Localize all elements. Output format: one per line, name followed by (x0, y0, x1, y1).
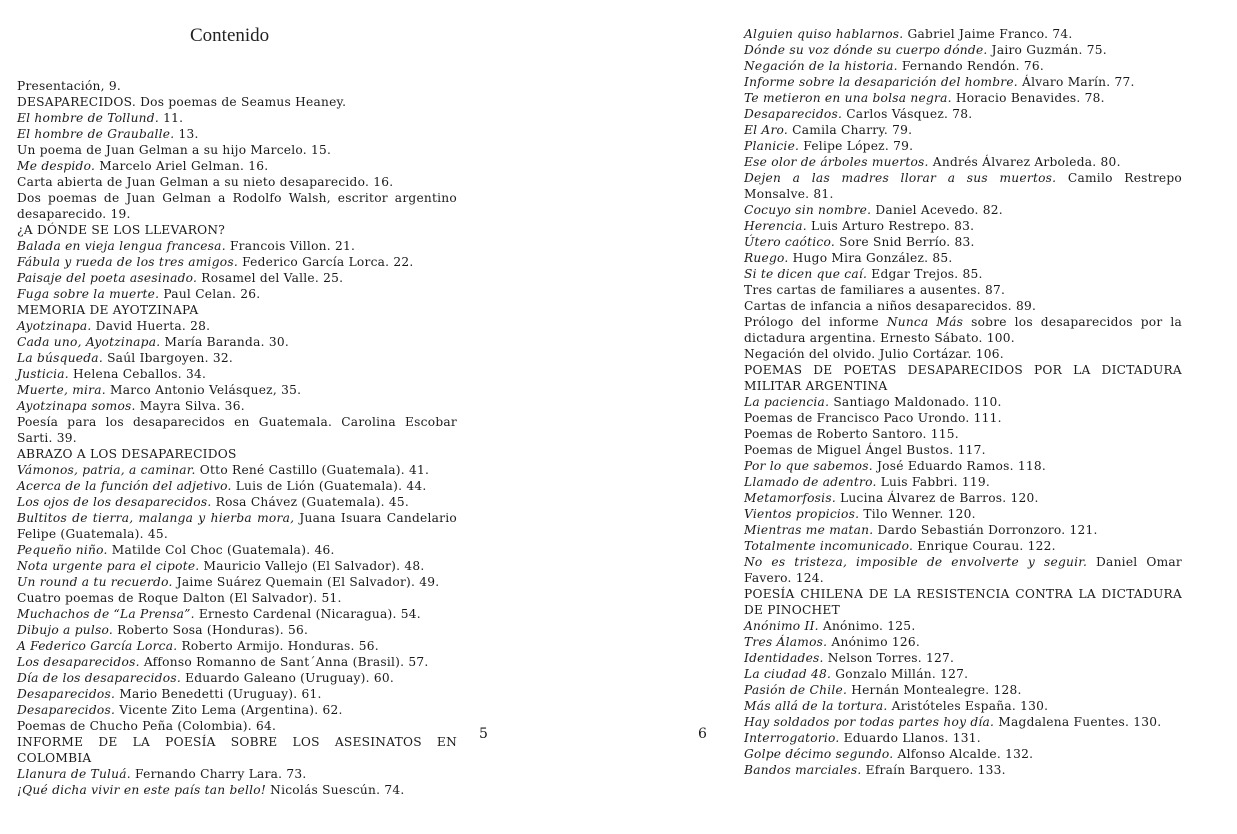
entry-text: 13. (174, 127, 199, 141)
toc-entry (17, 254, 457, 270)
entry-text: Enrique Courau. 122. (913, 539, 1056, 553)
toc-entry (17, 654, 457, 670)
entry-work-title: Identidades. (744, 651, 824, 665)
entry-text: Otto René Castillo (Guatemala). 41. (195, 463, 430, 477)
entry-work-title: Bandos marciales. (744, 763, 862, 777)
entry-work-title: Mientras me matan. (744, 523, 874, 537)
entry-text: Daniel Acevedo. 82. (871, 203, 1003, 217)
toc-entry (744, 26, 1182, 42)
toc-entry (744, 58, 1182, 74)
entry-text: Juana Isuara Candelario Felipe (Guatemala). 45. (17, 511, 457, 541)
entry-work-title: Ruego. (744, 251, 789, 265)
entry-work-title: Útero caótico. (744, 235, 835, 249)
entry-work-title: Nota urgente para el cipote. (17, 559, 200, 573)
entry-work-title: Más allá de la tortura. (744, 699, 888, 713)
entry-work-title: Ayotzinapa. (17, 319, 92, 333)
page-number: 6 (698, 726, 707, 742)
entry-work-title: Interrogatorio. (744, 731, 840, 745)
toc-entry (17, 142, 457, 158)
entry-work-title: El Aro. (744, 123, 789, 137)
entry-text: Ernesto Cardenal (Nicaragua). 54. (194, 607, 421, 621)
toc-entry (17, 622, 457, 638)
toc-entry (744, 138, 1182, 154)
entry-text: Negación del olvido. Julio Cortázar. 106. (744, 347, 1004, 361)
entry-work-title: ¡Qué dicha vivir en este país tan bello! (17, 783, 267, 797)
entry-text: Cartas de infancia a niños desaparecidos. 89. (744, 299, 1037, 313)
entry-work-title: Herencia. (744, 219, 807, 233)
toc-entry (744, 474, 1182, 490)
entry-text: Alfonso Alcalde. 132. (893, 747, 1034, 761)
entry-work-title: Un round a tu recuerdo. (17, 575, 173, 589)
entry-work-title: A Federico García Lorca. (17, 639, 178, 653)
toc-entry (744, 218, 1182, 234)
entry-work-title: Desaparecidos. (17, 687, 116, 701)
entry-text: Anónimo. 125. (818, 619, 916, 633)
entry-work-title: Totalmente incomunicado. (744, 539, 914, 553)
entry-text: Luis de Lión (Guatemala). 44. (231, 479, 427, 493)
toc-entry (744, 730, 1182, 746)
entry-text: Lucina Álvarez de Barros. 120. (835, 491, 1039, 505)
toc-entry (17, 494, 457, 510)
entry-work-title: Los desaparecidos. (17, 655, 140, 669)
entry-text: Tres cartas de familiares a ausentes. 87. (744, 283, 1006, 297)
page-title: Contenido (190, 25, 270, 46)
toc-entry (744, 522, 1182, 538)
left-page (0, 0, 618, 834)
toc-entry (17, 190, 457, 222)
toc-entry (744, 618, 1182, 634)
toc-entry (744, 554, 1182, 586)
entry-text: Fernando Charry Lara. 73. (130, 767, 307, 781)
entry-text: Efraín Barquero. 133. (861, 763, 1006, 777)
toc-entry (17, 446, 457, 462)
entry-text: Marcelo Ariel Gelman. 16. (95, 159, 269, 173)
entry-text: Francois Villon. 21. (225, 239, 356, 253)
toc-entry (744, 426, 1182, 442)
toc-entry (744, 314, 1182, 346)
entry-text: Carta abierta de Juan Gelman a su nieto desaparecido. 16. (17, 175, 394, 189)
entry-text: Poemas de Miguel Ángel Bustos. 117. (744, 443, 986, 457)
entry-work-title: Día de los desaparecidos. (17, 671, 181, 685)
entry-work-title: Paisaje del poeta asesinado. (17, 271, 198, 285)
entry-text: Poemas de Chucho Peña (Colombia). 64. (17, 719, 277, 733)
entry-text: Matilde Col Choc (Guatemala). 46. (107, 543, 335, 557)
page-number: 5 (479, 726, 488, 742)
toc-entry (17, 542, 457, 558)
toc-entry (17, 398, 457, 414)
toc-entry (744, 266, 1182, 282)
entry-text: Carlos Vásquez. 78. (842, 107, 973, 121)
entry-work-title: La ciudad 48. (744, 667, 832, 681)
entry-text: Felipe López. 79. (799, 139, 914, 153)
entry-text: Mayra Silva. 36. (135, 399, 245, 413)
toc-entry (744, 490, 1182, 506)
toc-entry (744, 762, 1182, 778)
entry-text: INFORME DE LA POESÍA SOBRE LOS ASESINATOS EN COLOMBIA (17, 735, 457, 765)
toc-entry (744, 714, 1182, 730)
entry-text: Poesía para los desaparecidos en Guatemala. Carolina Escobar Sarti. 39. (17, 415, 457, 445)
entry-text: Poemas de Roberto Santoro. 115. (744, 427, 959, 441)
entry-text: Tilo Wenner. 120. (859, 507, 976, 521)
toc-entry (17, 94, 457, 110)
toc-entry (744, 170, 1182, 202)
entry-text: 11. (158, 111, 184, 125)
entry-text: Vicente Zito Lema (Argentina). 62. (115, 703, 343, 717)
toc-entry (744, 538, 1182, 554)
entry-work-title: Tres Álamos. (744, 635, 828, 649)
toc-entry (17, 638, 457, 654)
toc-entry (744, 346, 1182, 362)
entry-text: Magdalena Fuentes. 130. (994, 715, 1162, 729)
entry-text: Edgar Trejos. 85. (867, 267, 983, 281)
toc-entry (17, 382, 457, 398)
entry-text: Fernando Rendón. 76. (897, 59, 1045, 73)
toc-entry (17, 158, 457, 174)
entry-work-title: Nunca Más (886, 315, 964, 329)
entry-text: Hernán Montealegre. 128. (847, 683, 1022, 697)
entry-text: Roberto Sosa (Honduras). 56. (113, 623, 309, 637)
entry-work-title: Los ojos de los desaparecidos. (17, 495, 212, 509)
entry-text: Nelson Torres. 127. (823, 651, 955, 665)
entry-text: Un poema de Juan Gelman a su hijo Marcelo. 15. (17, 143, 332, 157)
entry-text: Camila Charry. 79. (788, 123, 913, 137)
entry-work-title: Hay soldados por todas partes hoy día. (744, 715, 995, 729)
entry-work-title: Por lo que sabemos. (744, 459, 873, 473)
entry-text: Affonso Romanno de Sant´Anna (Brasil). 57. (139, 655, 429, 669)
toc-entry (17, 286, 457, 302)
entry-work-title: Justicia. (17, 367, 69, 381)
right-page (618, 0, 1237, 834)
toc-entry (17, 366, 457, 382)
toc-entry (744, 682, 1182, 698)
entry-work-title: Desaparecidos. (17, 703, 116, 717)
entry-work-title: La paciencia. (744, 395, 830, 409)
entry-work-title: Informe sobre la desaparición del hombre. (744, 75, 1018, 89)
entry-work-title: Dibujo a pulso. (17, 623, 114, 637)
toc-entry (17, 686, 457, 702)
toc-entry (744, 106, 1182, 122)
entry-text: Aristóteles España. 130. (887, 699, 1049, 713)
entry-work-title: Vientos propicios. (744, 507, 860, 521)
toc-entry (17, 766, 457, 782)
entry-work-title: Muerte, mira. (17, 383, 106, 397)
entry-work-title: Pasión de Chile. (744, 683, 848, 697)
toc-list (17, 78, 457, 798)
entry-text: Luis Fabbri. 119. (876, 475, 991, 489)
toc-entry (744, 90, 1182, 106)
toc-entry (744, 650, 1182, 666)
toc-entry (17, 718, 457, 734)
entry-work-title: Dónde su voz dónde su cuerpo dónde. (744, 43, 988, 57)
entry-text: ABRAZO A LOS DESAPARECIDOS (17, 447, 237, 461)
entry-text: Paul Celan. 26. (159, 287, 261, 301)
entry-text: Eduardo Llanos. 131. (839, 731, 981, 745)
entry-text: Mauricio Vallejo (El Salvador). 48. (199, 559, 425, 573)
entry-work-title: El hombre de Grauballe. (17, 127, 175, 141)
toc-entry (17, 126, 457, 142)
entry-text: Gabriel Jaime Franco. 74. (903, 27, 1073, 41)
entry-work-title: Alguien quiso hablarnos. (744, 27, 904, 41)
entry-text: MEMORIA DE AYOTZINAPA (17, 303, 199, 317)
toc-entry (17, 782, 457, 798)
toc-entry (17, 670, 457, 686)
entry-work-title: Metamorfosis. (744, 491, 836, 505)
entry-text: DESAPARECIDOS. Dos poemas de Seamus Heaney. (17, 95, 347, 109)
entry-text: POEMAS DE POETAS DESAPARECIDOS POR LA DICTADURA MILITAR ARGENTINA (744, 363, 1182, 393)
toc-entry (17, 174, 457, 190)
entry-text: David Huerta. 28. (91, 319, 211, 333)
entry-work-title: Acerca de la función del adjetivo. (17, 479, 232, 493)
entry-work-title: Anónimo II. (744, 619, 819, 633)
entry-text: Rosa Chávez (Guatemala). 45. (211, 495, 409, 509)
toc-entry (17, 350, 457, 366)
entry-work-title: Desaparecidos. (744, 107, 843, 121)
entry-work-title: Dejen a las madres llorar a sus muertos. (744, 171, 1057, 185)
entry-work-title: La búsqueda. (17, 351, 103, 365)
toc-entry (744, 506, 1182, 522)
entry-work-title: Ayotzinapa somos. (17, 399, 136, 413)
entry-text: Helena Ceballos. 34. (68, 367, 207, 381)
toc-entry (744, 362, 1182, 394)
entry-work-title: Fábula y rueda de los tres amigos. (17, 255, 238, 269)
entry-text: Mario Benedetti (Uruguay). 61. (115, 687, 322, 701)
entry-work-title: Pequeño niño. (17, 543, 108, 557)
entry-work-title: Cocuyo sin nombre. (744, 203, 872, 217)
toc-entry (17, 510, 457, 542)
entry-text: Sore Snid Berrío. 83. (834, 235, 975, 249)
entry-text: Roberto Armijo. Honduras. 56. (177, 639, 379, 653)
entry-text: María Baranda. 30. (160, 335, 289, 349)
entry-work-title: No es tristeza, imposible de envolverte y seguir. (744, 555, 1088, 569)
entry-work-title: Negación de la historia. (744, 59, 898, 73)
toc-entry (744, 458, 1182, 474)
toc-entry (17, 222, 457, 238)
entry-work-title: Ese olor de árboles muertos. (744, 155, 929, 169)
toc-entry (744, 298, 1182, 314)
entry-text: Jaime Suárez Quemain (El Salvador). 49. (172, 575, 440, 589)
toc-entry (744, 634, 1182, 650)
toc-entry (17, 318, 457, 334)
entry-text: Camilo Restrepo Monsalve. 81. (744, 171, 1182, 201)
entry-text: Anónimo 126. (827, 635, 921, 649)
toc-entry (17, 574, 457, 590)
entry-text: Jairo Guzmán. 75. (987, 43, 1107, 57)
entry-text: Luis Arturo Restrepo. 83. (806, 219, 975, 233)
toc-entry (17, 734, 457, 766)
entry-work-title: El hombre de Tollund. (17, 111, 159, 125)
entry-work-title: Te metieron en una bolsa negra. (744, 91, 952, 105)
entry-work-title: Fuga sobre la muerte. (17, 287, 160, 301)
entry-work-title: Golpe décimo segundo. (744, 747, 894, 761)
entry-text: Álvaro Marín. 77. (1017, 75, 1135, 89)
entry-text: Rosamel del Valle. 25. (197, 271, 344, 285)
toc-entry (744, 394, 1182, 410)
entry-text: Poemas de Francisco Paco Urondo. 111. (744, 411, 1002, 425)
toc-entry (17, 590, 457, 606)
entry-text: Dos poemas de Juan Gelman a Rodolfo Walsh, escritor argentino desaparecido. 19. (17, 191, 457, 221)
toc-entry (17, 78, 457, 94)
entry-text: Santiago Maldonado. 110. (829, 395, 1002, 409)
entry-text: Prólogo del informe (744, 315, 887, 329)
toc-entry (744, 698, 1182, 714)
toc-entry (17, 606, 457, 622)
toc-entry (744, 746, 1182, 762)
entry-work-title: Llamado de adentro. (744, 475, 877, 489)
toc-entry (744, 442, 1182, 458)
entry-work-title: Planicie. (744, 139, 800, 153)
toc-list (744, 26, 1182, 778)
entry-text: Nicolás Suescún. 74. (266, 783, 405, 797)
toc-entry (744, 154, 1182, 170)
entry-work-title: Balada en vieja lengua francesa. (17, 239, 226, 253)
toc-entry (17, 334, 457, 350)
entry-text: Saúl Ibargoyen. 32. (102, 351, 233, 365)
entry-work-title: Bultitos de tierra, malanga y hierba mora, (17, 511, 295, 525)
entry-work-title: Muchachos de “La Prensa”. (17, 607, 195, 621)
entry-text: sobre los desaparecidos por la dictadura argentina. Ernesto Sábato. 100. (744, 315, 1182, 345)
entry-text: Marco Antonio Velásquez, 35. (105, 383, 302, 397)
toc-entry (17, 478, 457, 494)
entry-work-title: Llanura de Tuluá. (17, 767, 131, 781)
entry-text: Gonzalo Millán. 127. (831, 667, 969, 681)
toc-entry (744, 234, 1182, 250)
entry-text: Cuatro poemas de Roque Dalton (El Salvador). 51. (17, 591, 342, 605)
toc-entry (744, 250, 1182, 266)
toc-entry (17, 238, 457, 254)
toc-entry (17, 702, 457, 718)
entry-text: Federico García Lorca. 22. (237, 255, 414, 269)
entry-text: ¿A DÓNDE SE LOS LLEVARON? (17, 223, 226, 237)
entry-text: Daniel Omar Favero. 124. (744, 555, 1182, 585)
toc-entry (17, 270, 457, 286)
toc-entry (744, 586, 1182, 618)
entry-text: Hugo Mira González. 85. (788, 251, 953, 265)
entry-text: Presentación, 9. (17, 79, 122, 93)
toc-entry (744, 42, 1182, 58)
toc-entry (744, 122, 1182, 138)
entry-work-title: Vámonos, patria, a caminar. (17, 463, 196, 477)
entry-work-title: Cada uno, Ayotzinapa. (17, 335, 161, 349)
toc-entry (744, 202, 1182, 218)
toc-entry (744, 666, 1182, 682)
entry-text: Andrés Álvarez Arboleda. 80. (928, 155, 1121, 169)
toc-entry (744, 282, 1182, 298)
entry-text: Eduardo Galeano (Uruguay). 60. (180, 671, 395, 685)
entry-text: POESÍA CHILENA DE LA RESISTENCIA CONTRA LA DICTADURA DE PINOCHET (744, 587, 1182, 617)
entry-text: José Eduardo Ramos. 118. (872, 459, 1047, 473)
toc-entry (744, 74, 1182, 90)
toc-entry (17, 462, 457, 478)
entry-text: Horacio Benavides. 78. (951, 91, 1105, 105)
toc-entry (744, 410, 1182, 426)
entry-text: Dardo Sebastián Dorronzoro. 121. (873, 523, 1098, 537)
toc-entry (17, 110, 457, 126)
entry-work-title: Me despido. (17, 159, 96, 173)
toc-entry (17, 558, 457, 574)
entry-work-title: Si te dicen que caí. (744, 267, 868, 281)
toc-entry (17, 302, 457, 318)
toc-entry (17, 414, 457, 446)
